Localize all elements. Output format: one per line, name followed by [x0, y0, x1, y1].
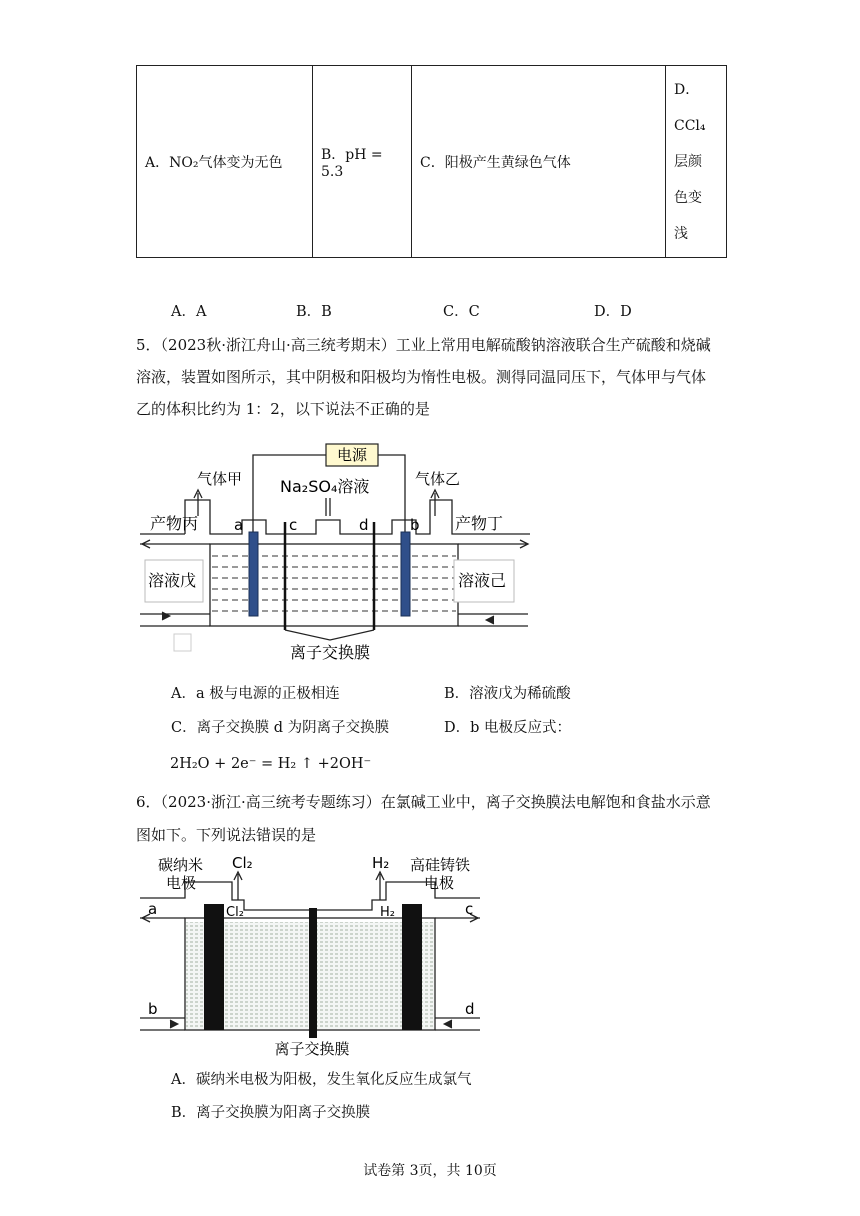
cl2-top-label: Cl₂: [232, 854, 253, 872]
option-d-line: CCl₄: [674, 117, 706, 134]
carbon-nano-electrode: [204, 904, 224, 1030]
option-b-text: B．pH = 5.3: [321, 146, 383, 180]
q5-option-a: A．a 极与电源的正极相连: [171, 686, 340, 702]
right-electrode-label: 高硅铸铁: [410, 856, 471, 874]
port-a-label: a: [148, 900, 158, 918]
port-b-label: b: [148, 1000, 158, 1018]
option-d-line: 浅: [674, 225, 688, 242]
answer-a: A．A: [171, 304, 207, 320]
gas-yi-label: 气体乙: [415, 470, 461, 488]
answer-d: D．D: [594, 304, 632, 320]
right-electrode-label: 电极: [424, 874, 455, 892]
option-c-cell: [412, 66, 666, 258]
prod-ding-label: 产物丁: [455, 514, 504, 533]
page-footer: 试卷第 3页，共 10页: [363, 1163, 497, 1179]
q6-option-a: A．碳纳米电极为阳极，发生氧化反应生成氯气: [171, 1072, 472, 1088]
na2so4-label: Na₂SO₄溶液: [280, 477, 370, 496]
membrane-label: 离子交换膜: [289, 643, 371, 662]
electrode-b-label: b: [410, 516, 420, 534]
q5-option-d: D．b 电极反应式：: [444, 720, 572, 736]
sol-wu-label: 溶液戊: [148, 571, 197, 590]
ion-exchange-membrane: [309, 908, 317, 1038]
q5-equation: 2H₂O + 2e⁻ = H₂ ↑ +2OH⁻: [170, 756, 372, 772]
inlet-bl-arrow: [162, 612, 170, 620]
option-a-cell: [137, 66, 313, 258]
option-d-line: 层颜: [674, 153, 702, 170]
answer-c: C．C: [443, 304, 480, 320]
membrane-label: 离子交换膜: [274, 1040, 350, 1058]
membrane-d-label: d: [359, 516, 369, 534]
membrane-c-label: c: [289, 516, 298, 534]
left-electrode-label: 电极: [166, 874, 197, 892]
prod-bing-label: 产物丙: [150, 514, 199, 533]
left-electrode-label: 碳纳米: [158, 856, 204, 874]
blank-box: [174, 634, 191, 651]
q6-chlor-alkali-diagram: [140, 852, 500, 1062]
q5-line-3: 乙的体积比约为 1：2，以下说法不正确的是: [136, 400, 430, 418]
option-d-line: 色变: [674, 189, 702, 206]
q5-option-b: B．溶液戊为稀硫酸: [444, 686, 571, 702]
membrane-bracket: [285, 630, 374, 640]
q6-option-b: B．离子交换膜为阳离子交换膜: [171, 1105, 371, 1121]
answer-b: B．B: [296, 304, 332, 320]
h2-top-label: H₂: [372, 854, 390, 872]
h2-inner-label: H₂: [380, 905, 395, 920]
cl2-inner-label: Cl₂: [226, 905, 244, 920]
gas-jia-label: 气体甲: [197, 470, 243, 488]
q5-line-1: 5．（2023秋·浙江舟山·高三统考期末）工业上常用电解硫酸钠溶液联合生产硫酸和烧碱: [136, 336, 711, 354]
options-table: [136, 65, 727, 258]
silicon-iron-electrode: [402, 904, 422, 1030]
q5-option-c: C．离子交换膜 d 为阴离子交换膜: [171, 720, 390, 736]
q5-electrolysis-diagram: [140, 436, 530, 666]
port-d-label: d: [465, 1000, 475, 1018]
option-d-line: D．: [674, 81, 700, 98]
port-c-label: c: [465, 900, 474, 918]
option-c-text: C．阳极产生黄绿色气体: [420, 154, 571, 171]
q6-line-2: 图如下。下列说法错误的是: [136, 826, 317, 844]
electrode-a: [249, 532, 258, 616]
electrode-b: [401, 532, 410, 616]
option-d-cell: [666, 66, 727, 258]
q5-line-2: 溶液，装置如图所示，其中阴极和阳极均为惰性电极。测得同温同压下，气体甲与气体: [136, 368, 707, 386]
power-label: 电源: [336, 446, 368, 464]
option-b-cell: [313, 66, 412, 258]
electrode-a-label: a: [234, 516, 244, 534]
option-a-text: A．NO₂气体变为无色: [145, 154, 283, 171]
sol-ji-label: 溶液己: [458, 571, 507, 590]
inlet-br-arrow: [486, 616, 494, 624]
q6-line-1: 6．（2023·浙江·高三统考专题练习）在氯碱工业中，离子交换膜法电解饱和食盐水示意: [136, 793, 711, 811]
